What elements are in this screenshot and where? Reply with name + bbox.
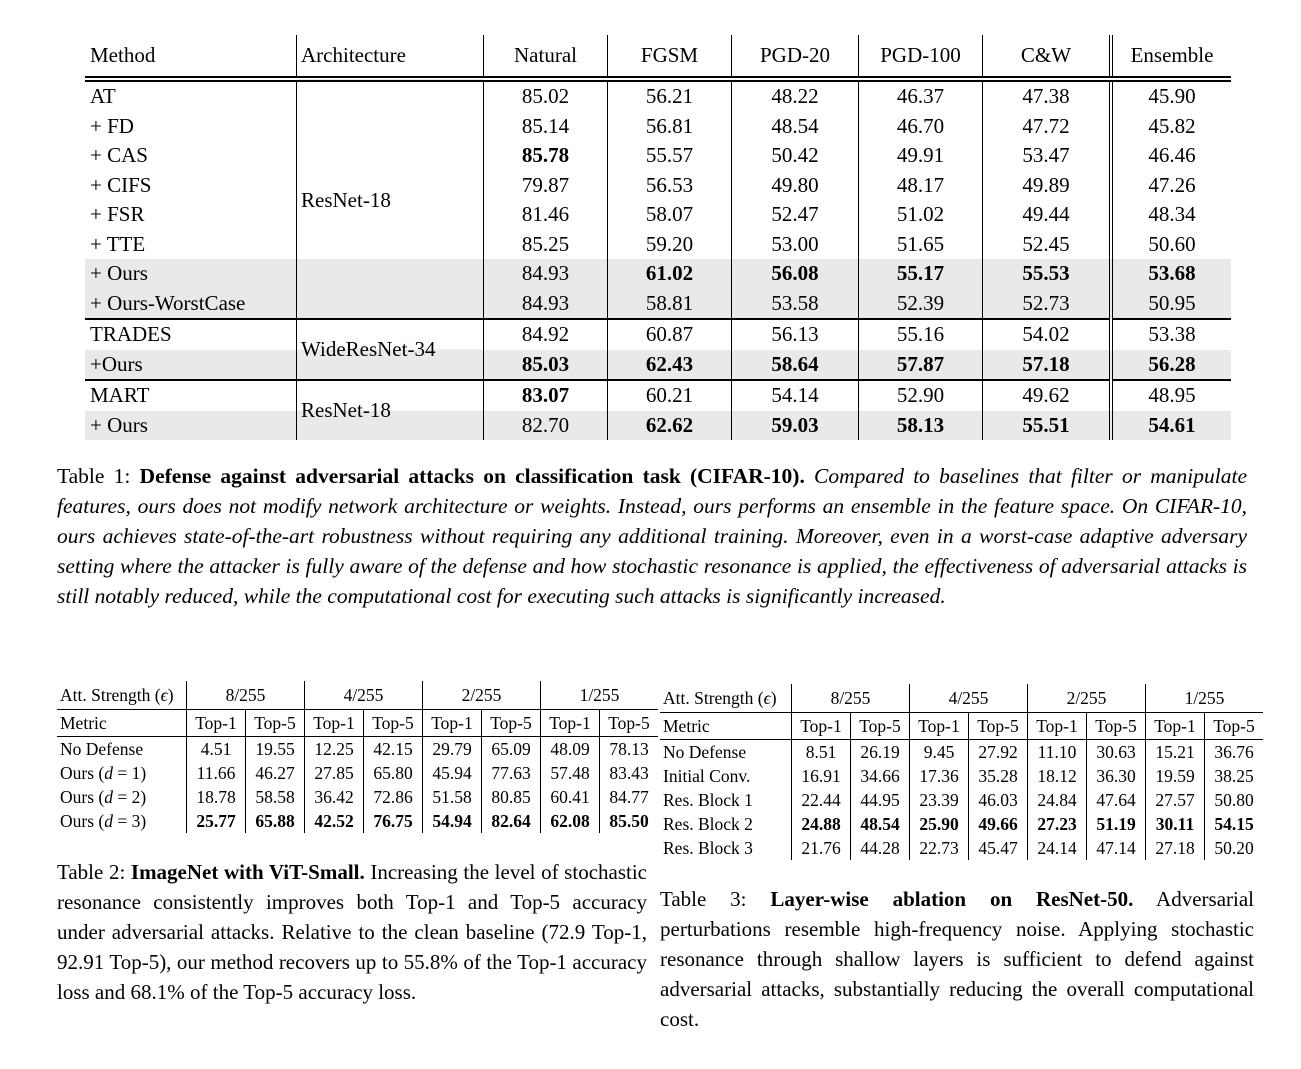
cell: 85.03 xyxy=(484,350,608,381)
column-header: Natural xyxy=(484,35,608,79)
row-label xyxy=(660,764,792,788)
cell: 57.18 xyxy=(983,350,1112,381)
cell: 18.78 xyxy=(187,785,246,809)
cell: 47.26 xyxy=(1111,171,1231,201)
table2-body xyxy=(57,681,658,833)
header-row xyxy=(57,681,658,710)
cell: 49.89 xyxy=(983,171,1112,201)
cell: 25.77 xyxy=(187,809,246,833)
label-segment: = 3) xyxy=(112,810,147,831)
cell: 50.20 xyxy=(1205,836,1264,860)
cell: 58.64 xyxy=(732,350,859,381)
strength-header: 2/255 xyxy=(1028,684,1146,713)
cell: 27.23 xyxy=(1028,812,1087,836)
cell: 45.82 xyxy=(1111,112,1231,142)
cell: 57.87 xyxy=(859,350,983,381)
cell: 21.76 xyxy=(792,836,851,860)
cell: 45.94 xyxy=(423,761,482,785)
metric-header: Top-1 xyxy=(910,713,969,740)
cell: 78.13 xyxy=(600,737,659,762)
table-row xyxy=(85,79,1231,112)
cell: 48.09 xyxy=(541,737,600,762)
cell: 4.51 xyxy=(187,737,246,762)
table2-corner-label xyxy=(57,681,187,710)
cell: 47.72 xyxy=(983,112,1112,142)
cell: 85.78 xyxy=(484,141,608,171)
table-row xyxy=(85,380,1231,411)
cell: 27.92 xyxy=(969,740,1028,765)
cell: 56.81 xyxy=(608,112,732,142)
label-segment: ) xyxy=(770,687,777,708)
method-cell: + CIFS xyxy=(90,172,152,197)
label-segment: No Defense xyxy=(60,738,144,759)
cell: 51.58 xyxy=(423,785,482,809)
cell: 46.37 xyxy=(859,79,983,112)
table-row xyxy=(660,740,1263,765)
cell: 48.34 xyxy=(1111,200,1231,230)
label-segment: = 1) xyxy=(112,762,147,783)
cell: 26.19 xyxy=(851,740,910,765)
table-row xyxy=(660,764,1263,788)
cell: 65.88 xyxy=(246,809,305,833)
column-header: FGSM xyxy=(608,35,732,79)
label-segment: Res. Block 1 xyxy=(663,789,753,810)
cell: 83.43 xyxy=(600,761,659,785)
table-row xyxy=(85,411,1231,441)
cell: 24.14 xyxy=(1028,836,1087,860)
cell: 65.80 xyxy=(364,761,423,785)
cell: 23.39 xyxy=(910,788,969,812)
label-segment: No Defense xyxy=(663,741,747,762)
cell: 11.10 xyxy=(1028,740,1087,765)
strength-header: 4/255 xyxy=(910,684,1028,713)
cell: 61.02 xyxy=(608,259,732,289)
cell: 49.66 xyxy=(969,812,1028,836)
cell: 56.21 xyxy=(608,79,732,112)
metric-header: Top-1 xyxy=(541,710,600,737)
cell: 54.15 xyxy=(1205,812,1264,836)
table3-caption xyxy=(660,884,1254,1034)
cell: 12.25 xyxy=(305,737,364,762)
caption-segment: Compared to baselines that filter or manipulate features, ours does not modify network architecture or weights. Instead, ours performs an ensemble in the feature space. On CIFAR-10, ours achieves state-of-the-art robustness without requiring any additional training. Moreover, even in a worst-case adaptive adversary setting where the attacker is fully aware of the defense and how stochastic resonance is applied, the effectiveness of adversarial attacks is still notably reduced, while the computational cost for executing such attacks is significantly increased. xyxy=(57,464,1248,608)
label-segment: d xyxy=(104,786,113,807)
column-header: Method xyxy=(90,43,156,67)
cell: 51.02 xyxy=(859,200,983,230)
cell: 53.68 xyxy=(1111,259,1231,289)
metric-header: Top-5 xyxy=(246,710,305,737)
header-row xyxy=(660,684,1263,713)
table-row xyxy=(57,737,658,762)
table1-head xyxy=(85,35,1231,79)
metric-header: Top-1 xyxy=(305,710,364,737)
cell: 50.95 xyxy=(1111,289,1231,320)
cell: 80.85 xyxy=(482,785,541,809)
cell: 55.16 xyxy=(859,319,983,350)
strength-header: 8/255 xyxy=(187,681,305,710)
strength-header: 1/255 xyxy=(1146,684,1264,713)
cell: 54.14 xyxy=(732,380,859,411)
method-cell: + Ours xyxy=(85,411,297,441)
metric-label: Metric xyxy=(663,715,710,736)
cell: 49.80 xyxy=(732,171,859,201)
cell: 52.73 xyxy=(983,289,1112,320)
strength-header: 2/255 xyxy=(423,681,541,710)
architecture-cell: WideResNet-34 xyxy=(297,319,484,380)
strength-header: 8/255 xyxy=(792,684,910,713)
cell: 22.44 xyxy=(792,788,851,812)
cell: 48.95 xyxy=(1111,380,1231,411)
cell: 56.28 xyxy=(1111,350,1231,381)
table2 xyxy=(57,681,658,833)
cell: 85.25 xyxy=(484,230,608,260)
method-cell: TRADES xyxy=(90,322,172,347)
label-segment: Ours ( xyxy=(60,762,105,783)
cell: 24.88 xyxy=(792,812,851,836)
cell: 35.28 xyxy=(969,764,1028,788)
row-label xyxy=(660,740,792,765)
table1 xyxy=(85,35,1231,440)
cell: 58.13 xyxy=(859,411,983,441)
cell: 29.79 xyxy=(423,737,482,762)
cell: 82.70 xyxy=(484,411,608,441)
table-row xyxy=(85,230,1231,260)
cell: 47.64 xyxy=(1087,788,1146,812)
cell: 83.07 xyxy=(484,380,608,411)
row-label xyxy=(57,809,187,833)
cell: 24.84 xyxy=(1028,788,1087,812)
cell: 27.57 xyxy=(1146,788,1205,812)
table-row xyxy=(660,812,1263,836)
cell: 27.18 xyxy=(1146,836,1205,860)
cell: 52.39 xyxy=(859,289,983,320)
cell: 44.28 xyxy=(851,836,910,860)
caption-segment: Increasing the level of stochastic resonance consistently improves both Top-1 and Top-5 accuracy under adversarial attacks. Relative to the clean baseline (72.9 Top-1, 92.91 Top-5), our method recovers up to 55.8% of the Top-1 accuracy loss and 68.1% of the Top-5 accuracy loss. xyxy=(57,860,647,1004)
method-cell: +Ours xyxy=(85,350,297,381)
cell: 53.58 xyxy=(732,289,859,320)
cell: 46.03 xyxy=(969,788,1028,812)
caption-segment: Table 2: xyxy=(57,860,131,884)
cell: 50.80 xyxy=(1205,788,1264,812)
table-row xyxy=(57,785,658,809)
cell: 50.60 xyxy=(1111,230,1231,260)
cell: 53.00 xyxy=(732,230,859,260)
cell: 18.12 xyxy=(1028,764,1087,788)
label-segment: ϵ xyxy=(763,687,771,708)
cell: 85.14 xyxy=(484,112,608,142)
cell: 72.86 xyxy=(364,785,423,809)
cell: 54.94 xyxy=(423,809,482,833)
metric-header: Top-5 xyxy=(851,713,910,740)
cell: 52.90 xyxy=(859,380,983,411)
metric-header: Top-5 xyxy=(1205,713,1264,740)
cell: 55.51 xyxy=(983,411,1112,441)
label-segment: Res. Block 2 xyxy=(663,813,753,834)
table3-container xyxy=(660,684,1263,860)
column-header: C&W xyxy=(983,35,1112,79)
cell: 59.03 xyxy=(732,411,859,441)
cell: 77.63 xyxy=(482,761,541,785)
cell: 19.59 xyxy=(1146,764,1205,788)
cell: 16.91 xyxy=(792,764,851,788)
caption-segment: ImageNet with ViT-Small. xyxy=(130,860,365,884)
cell: 45.47 xyxy=(969,836,1028,860)
label-segment: ) xyxy=(167,684,174,705)
metric-header: Top-1 xyxy=(1146,713,1205,740)
cell: 25.90 xyxy=(910,812,969,836)
table-row xyxy=(85,289,1231,320)
cell: 62.43 xyxy=(608,350,732,381)
cell: 47.38 xyxy=(983,79,1112,112)
row-label xyxy=(660,812,792,836)
metric-header: Top-5 xyxy=(482,710,541,737)
cell: 85.02 xyxy=(484,79,608,112)
cell: 62.08 xyxy=(541,809,600,833)
cell: 51.19 xyxy=(1087,812,1146,836)
column-header: PGD-100 xyxy=(859,35,983,79)
table-row xyxy=(660,788,1263,812)
cell: 82.64 xyxy=(482,809,541,833)
cell: 54.61 xyxy=(1111,411,1231,441)
method-cell: + CAS xyxy=(90,143,148,168)
label-segment: Initial Conv. xyxy=(663,765,751,786)
cell: 65.09 xyxy=(482,737,541,762)
label-segment: Att. Strength ( xyxy=(60,684,161,705)
cell: 79.87 xyxy=(484,171,608,201)
cell: 48.17 xyxy=(859,171,983,201)
cell: 51.65 xyxy=(859,230,983,260)
cell: 55.17 xyxy=(859,259,983,289)
table-row xyxy=(85,200,1231,230)
label-segment: = 2) xyxy=(112,786,147,807)
label-segment: ϵ xyxy=(160,684,168,705)
table3-corner-label xyxy=(660,684,792,713)
cell: 76.75 xyxy=(364,809,423,833)
cell: 34.66 xyxy=(851,764,910,788)
metric-header: Top-1 xyxy=(1028,713,1087,740)
cell: 36.30 xyxy=(1087,764,1146,788)
metric-row xyxy=(57,710,658,737)
cell: 81.46 xyxy=(484,200,608,230)
caption-segment: Table 1: xyxy=(57,464,140,488)
cell: 15.21 xyxy=(1146,740,1205,765)
strength-header: 1/255 xyxy=(541,681,659,710)
row-label xyxy=(57,761,187,785)
metric-label: Metric xyxy=(60,712,107,733)
column-header: PGD-20 xyxy=(732,35,859,79)
cell: 56.53 xyxy=(608,171,732,201)
label-segment: Ours ( xyxy=(60,786,105,807)
cell: 46.27 xyxy=(246,761,305,785)
cell: 84.93 xyxy=(484,259,608,289)
row-label xyxy=(660,788,792,812)
method-cell: AT xyxy=(90,84,116,109)
cell: 53.47 xyxy=(983,141,1112,171)
table-row xyxy=(85,350,1231,381)
cell: 84.93 xyxy=(484,289,608,320)
cell: 84.92 xyxy=(484,319,608,350)
cell: 85.50 xyxy=(600,809,659,833)
cell: 36.42 xyxy=(305,785,364,809)
metric-header: Top-1 xyxy=(792,713,851,740)
cell: 52.45 xyxy=(983,230,1112,260)
table3 xyxy=(660,684,1263,860)
table3-body xyxy=(660,684,1263,860)
metric-header: Top-1 xyxy=(423,710,482,737)
caption-segment: Layer-wise ablation on ResNet-50. xyxy=(770,887,1134,911)
cell: 62.62 xyxy=(608,411,732,441)
caption-segment: Adversarial perturbations resemble high-frequency noise. Applying stochastic resonance through shallow layers is sufficient to defend against adversarial attacks, substantially reducing the overall computational cost. xyxy=(660,887,1255,1031)
cell: 46.46 xyxy=(1111,141,1231,171)
cell: 27.85 xyxy=(305,761,364,785)
table-row xyxy=(57,761,658,785)
table1-caption xyxy=(57,461,1247,611)
cell: 58.58 xyxy=(246,785,305,809)
label-segment: d xyxy=(104,810,113,831)
cell: 11.66 xyxy=(187,761,246,785)
table-row xyxy=(85,319,1231,350)
cell: 42.15 xyxy=(364,737,423,762)
method-cell: + TTE xyxy=(90,231,146,256)
cell: 8.51 xyxy=(792,740,851,765)
cell: 58.07 xyxy=(608,200,732,230)
method-cell: + Ours-WorstCase xyxy=(85,289,297,320)
table-row xyxy=(85,259,1231,289)
row-label xyxy=(57,737,187,762)
table2-container xyxy=(57,681,658,833)
architecture-cell: ResNet-18 xyxy=(297,380,484,440)
cell: 19.55 xyxy=(246,737,305,762)
cell: 52.47 xyxy=(732,200,859,230)
cell: 22.73 xyxy=(910,836,969,860)
table-row xyxy=(85,171,1231,201)
row-label xyxy=(57,785,187,809)
cell: 48.54 xyxy=(851,812,910,836)
method-cell: + FD xyxy=(90,113,134,138)
table-row xyxy=(85,112,1231,142)
cell: 84.77 xyxy=(600,785,659,809)
cell: 30.63 xyxy=(1087,740,1146,765)
cell: 49.62 xyxy=(983,380,1112,411)
cell: 30.11 xyxy=(1146,812,1205,836)
header-row xyxy=(85,35,1231,79)
cell: 42.52 xyxy=(305,809,364,833)
table-row xyxy=(85,141,1231,171)
metric-header: Top-5 xyxy=(600,710,659,737)
table1-body xyxy=(85,79,1231,440)
cell: 60.21 xyxy=(608,380,732,411)
cell: 58.81 xyxy=(608,289,732,320)
strength-header: 4/255 xyxy=(305,681,423,710)
table-row xyxy=(660,836,1263,860)
caption-segment: Defense against adversarial attacks on classification task (CIFAR-10). xyxy=(139,464,805,488)
metric-header: Top-5 xyxy=(1087,713,1146,740)
cell: 55.57 xyxy=(608,141,732,171)
cell: 50.42 xyxy=(732,141,859,171)
label-segment: Att. Strength ( xyxy=(663,687,764,708)
cell: 59.20 xyxy=(608,230,732,260)
cell: 60.87 xyxy=(608,319,732,350)
cell: 55.53 xyxy=(983,259,1112,289)
cell: 60.41 xyxy=(541,785,600,809)
cell: 56.13 xyxy=(732,319,859,350)
cell: 48.54 xyxy=(732,112,859,142)
cell: 17.36 xyxy=(910,764,969,788)
cell: 47.14 xyxy=(1087,836,1146,860)
column-header: Ensemble xyxy=(1111,35,1231,79)
table-row xyxy=(57,809,658,833)
metric-header: Top-5 xyxy=(969,713,1028,740)
metric-row xyxy=(660,713,1263,740)
cell: 49.91 xyxy=(859,141,983,171)
cell: 54.02 xyxy=(983,319,1112,350)
cell: 56.08 xyxy=(732,259,859,289)
method-cell: MART xyxy=(90,383,150,408)
cell: 45.90 xyxy=(1111,79,1231,112)
cell: 46.70 xyxy=(859,112,983,142)
cell: 53.38 xyxy=(1111,319,1231,350)
cell: 44.95 xyxy=(851,788,910,812)
row-label xyxy=(660,836,792,860)
architecture-cell: ResNet-18 xyxy=(297,79,484,319)
metric-header: Top-1 xyxy=(187,710,246,737)
method-cell: + FSR xyxy=(90,202,145,227)
method-cell: + Ours xyxy=(85,259,297,289)
label-segment: Res. Block 3 xyxy=(663,837,753,858)
metric-header: Top-5 xyxy=(364,710,423,737)
column-header: Architecture xyxy=(297,35,484,79)
cell: 49.44 xyxy=(983,200,1112,230)
table1-container xyxy=(85,35,1231,440)
cell: 57.48 xyxy=(541,761,600,785)
cell: 38.25 xyxy=(1205,764,1264,788)
cell: 48.22 xyxy=(732,79,859,112)
caption-segment: Table 3: xyxy=(660,887,771,911)
cell: 9.45 xyxy=(910,740,969,765)
label-segment: Ours ( xyxy=(60,810,105,831)
table2-caption xyxy=(57,857,647,1007)
cell: 36.76 xyxy=(1205,740,1264,765)
label-segment: d xyxy=(104,762,113,783)
